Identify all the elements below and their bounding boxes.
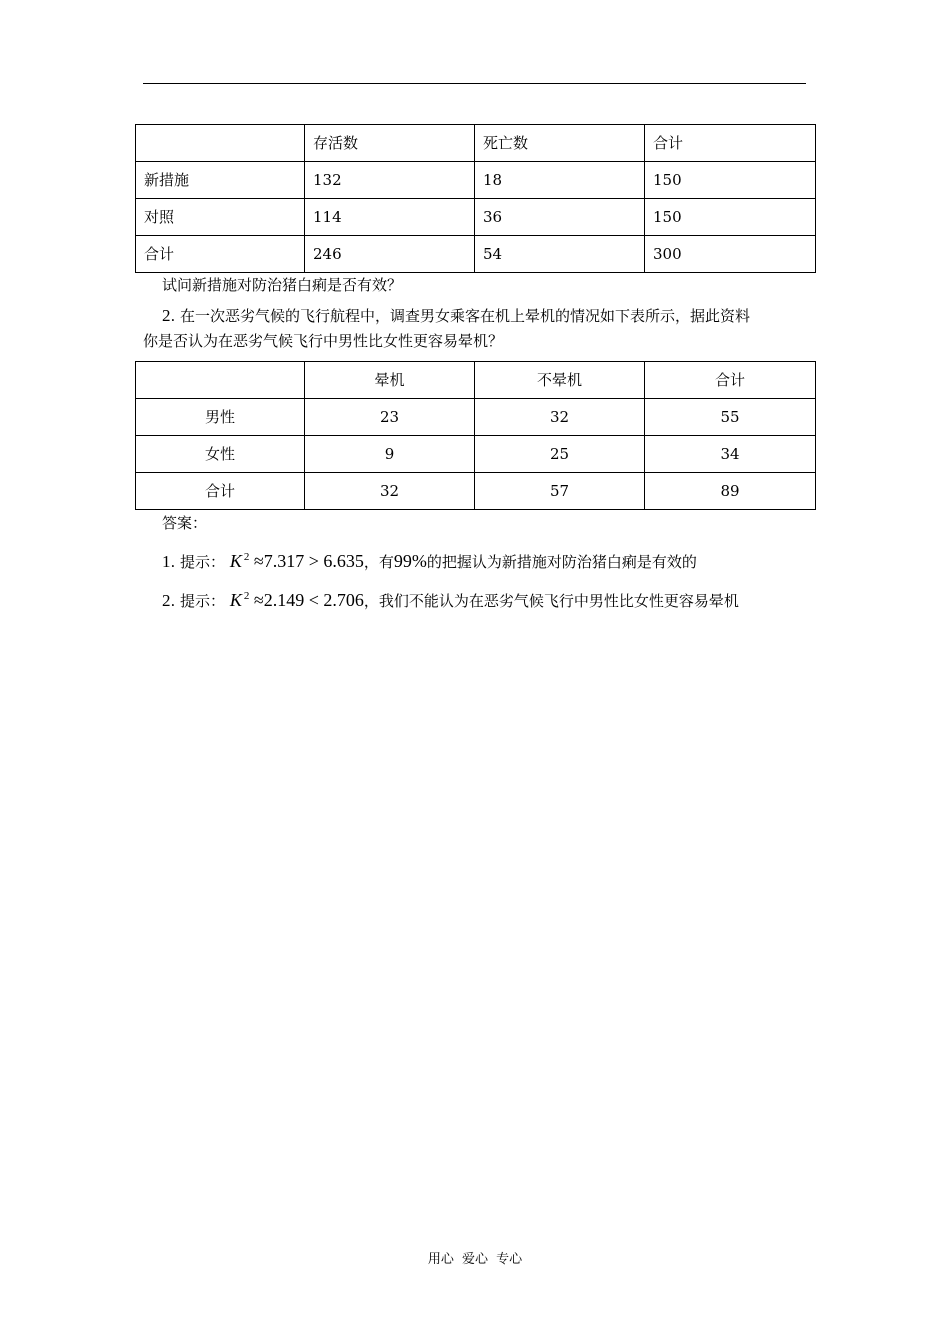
table-header-row [136, 362, 816, 399]
k-squared-expression [230, 590, 364, 610]
question2-text: . 在一次恶劣气候的飞行航程中，调查男女乘客在机上晕机的情况如下表所示，据此资料 [170, 307, 751, 325]
exponent: 2 [243, 590, 250, 602]
answer-percent: 99% [393, 551, 427, 571]
table-cell: 25 [475, 436, 645, 473]
question-number: 2 [162, 306, 171, 325]
table-cell: 23 [305, 399, 475, 436]
page-footer: 用心 爱心 专心 [427, 1252, 523, 1267]
table-cell: 150 [645, 199, 816, 236]
question2-line1 [162, 306, 750, 326]
k-symbol: K [229, 551, 242, 571]
table-cell: 对照 [136, 199, 305, 236]
answer-2 [162, 586, 739, 611]
exponent: 2 [243, 551, 250, 563]
table-cell: 合计 [645, 362, 816, 399]
k-symbol: K [229, 590, 242, 610]
answer-expr: ≈2.149 < 2.706 [249, 590, 364, 610]
table-cell: 132 [305, 162, 475, 199]
table-header-row [136, 125, 816, 162]
table-cell: 34 [645, 436, 816, 473]
answers-title: 答案： [162, 514, 208, 532]
question2-line2: 你是否认为在恶劣气候飞行中男性比女性更容易晕机？ [143, 332, 504, 350]
table-row [136, 436, 816, 473]
table-row [136, 199, 816, 236]
table-cell: 57 [475, 473, 645, 510]
table-cell: 32 [475, 399, 645, 436]
table-cell: 新措施 [136, 162, 305, 199]
question1-tail: 试问新措施对防治猪白痢是否有效？ [162, 276, 403, 294]
table-cell: 32 [305, 473, 475, 510]
table-cell: 女性 [136, 436, 305, 473]
table-cell: 246 [305, 236, 475, 273]
answer-expr: ≈7.317 > 6.635 [249, 551, 364, 571]
table-cell: 合计 [136, 473, 305, 510]
table-cell: 晕机 [305, 362, 475, 399]
airsickness-table [135, 361, 816, 510]
table-cell [136, 125, 305, 162]
answer-rest: 的把握认为新措施对防治猪白痢是有效的 [426, 553, 697, 571]
table-cell: 存活数 [305, 125, 475, 162]
table-row [136, 162, 816, 199]
answer-1 [162, 547, 697, 572]
answer-comma: ，有 [363, 553, 394, 571]
table-cell: 死亡数 [475, 125, 645, 162]
table-row [136, 473, 816, 510]
table-cell: 36 [475, 199, 645, 236]
table-row [136, 236, 816, 273]
answer-rest: ，我们不能认为在恶劣气候飞行中男性比女性更容易晕机 [363, 592, 739, 610]
table-cell: 男性 [136, 399, 305, 436]
answer-prefix: . 提示： [170, 553, 226, 571]
table-cell: 114 [305, 199, 475, 236]
table-row [136, 399, 816, 436]
survival-table [135, 124, 816, 273]
table-cell: 89 [645, 473, 816, 510]
table-cell: 300 [645, 236, 816, 273]
table-cell [136, 362, 305, 399]
table-cell: 150 [645, 162, 816, 199]
answer-prefix: . 提示： [170, 592, 226, 610]
table-cell: 合计 [136, 236, 305, 273]
table-cell: 55 [645, 399, 816, 436]
table-cell: 54 [475, 236, 645, 273]
answer-number: 2 [162, 591, 171, 610]
k-squared-expression [230, 551, 364, 571]
table-cell: 18 [475, 162, 645, 199]
table-cell: 9 [305, 436, 475, 473]
table-cell: 不晕机 [475, 362, 645, 399]
table-cell: 合计 [645, 125, 816, 162]
header-rule [143, 83, 806, 84]
answer-number: 1 [162, 552, 171, 571]
